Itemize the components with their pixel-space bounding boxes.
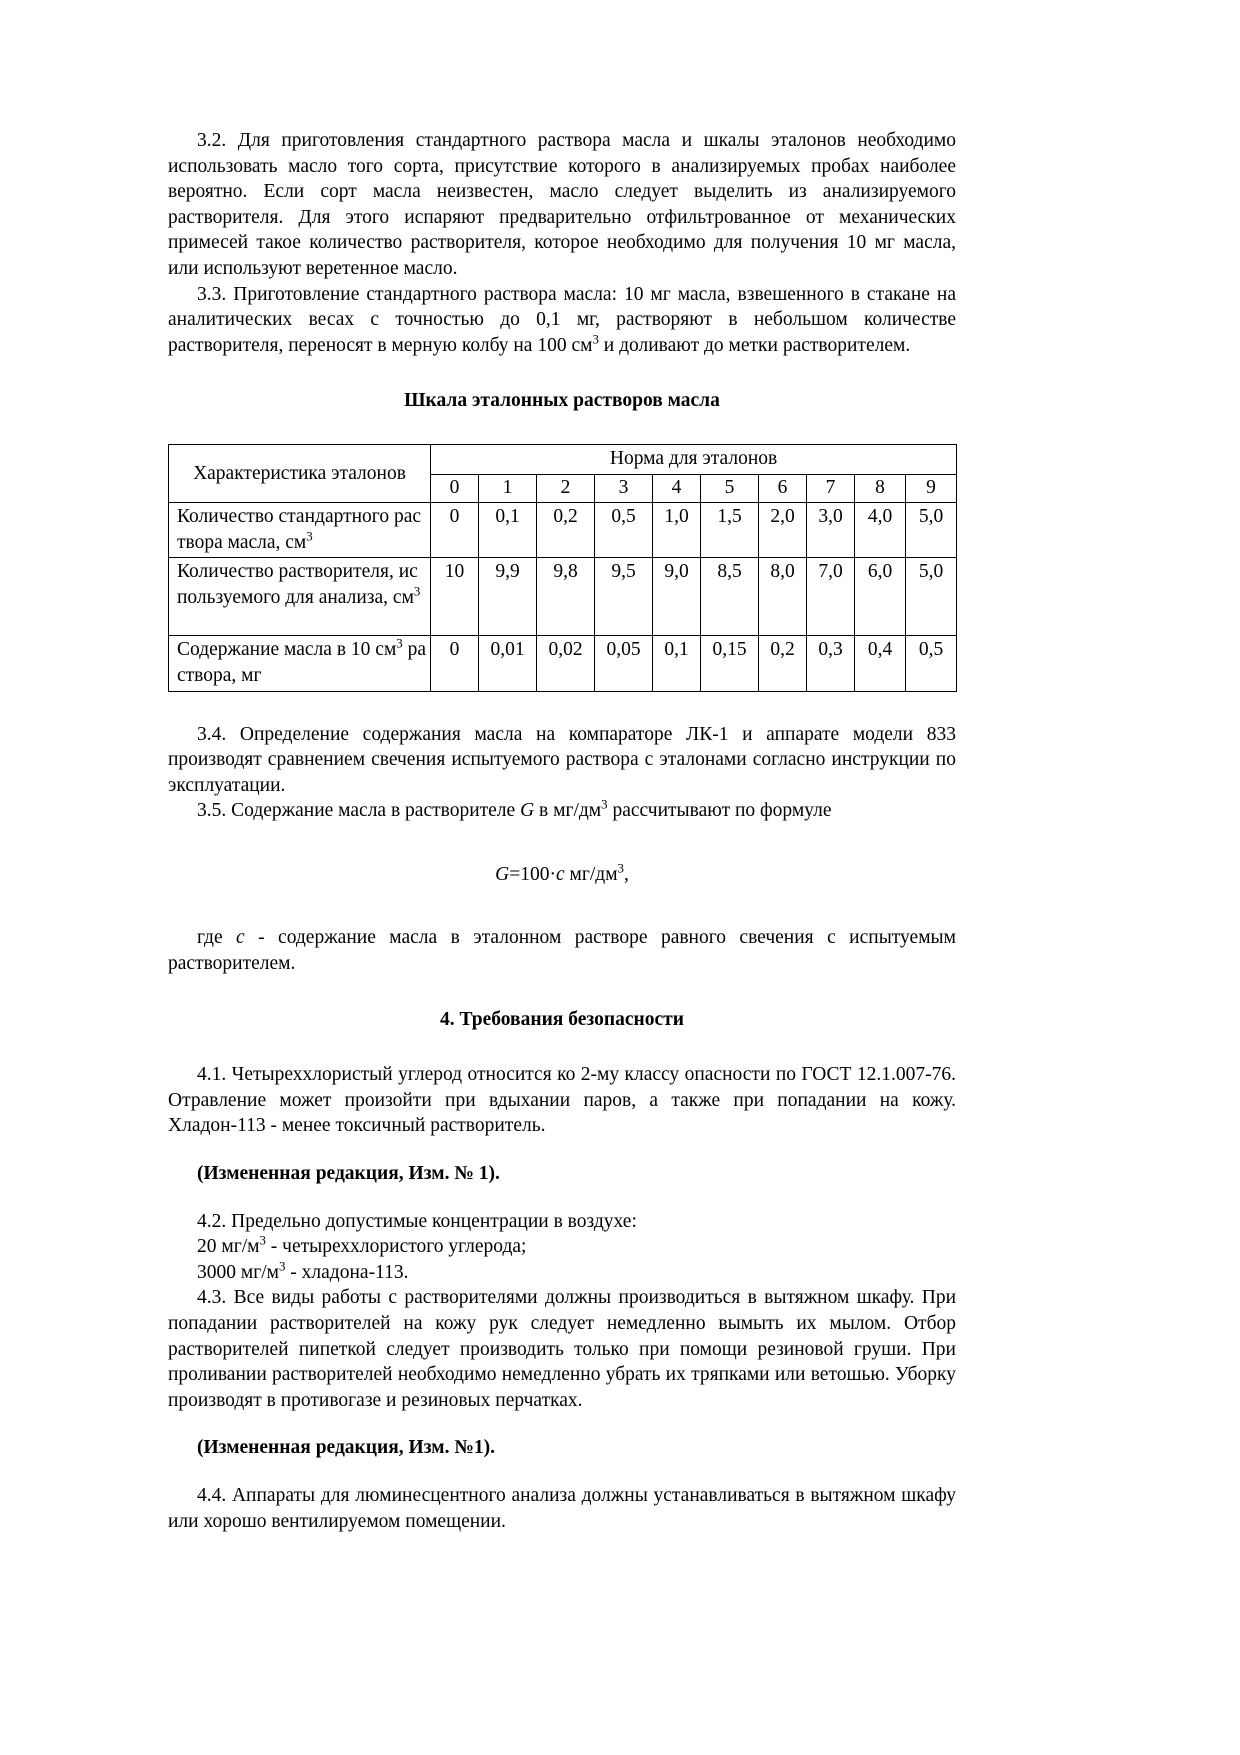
table-title: Шкала эталонных растворов масла (404, 390, 720, 412)
cell-value: 0,01 (479, 636, 537, 691)
spacer (168, 692, 956, 722)
superscript-cubic: 3 (617, 861, 624, 876)
column-number-8: 8 (855, 474, 906, 503)
spacer (168, 1032, 956, 1062)
formula-unit: мг/дм (564, 863, 618, 885)
spacer (168, 1461, 956, 1483)
superscript-cubic: 3 (396, 636, 403, 651)
column-number-4: 4 (653, 474, 701, 503)
paragraph-3-5-text-b: в мг/дм (534, 800, 602, 822)
where-text-a: где (197, 927, 237, 949)
heading-section-4: 4. Требования безопасности (440, 1008, 684, 1030)
superscript-cubic: 3 (259, 1233, 266, 1248)
paragraph-3-3-text-b: и доливают до метки растворителем. (598, 334, 911, 356)
table-row (169, 558, 957, 636)
cell-value: 9,0 (653, 558, 701, 636)
column-number-2: 2 (537, 474, 595, 503)
spacer (168, 1139, 956, 1161)
cell-value: 9,9 (479, 558, 537, 636)
spacer (168, 414, 956, 444)
concentration-1-label: - четыреххлористого углерода; (265, 1236, 527, 1258)
column-number-3: 3 (595, 474, 653, 503)
header-norm: Норма для эталонов (431, 444, 957, 474)
cell-value: 10 (431, 558, 479, 636)
paragraph-3-2: 3.2. Для приготовления стандартного раствора масла и шкалы эталонов необходимо использовать масло того сорта, присутствие которого в анализируемых пробах наиболее вероятно. Если сорт масла неизвестен, масло следует выделить из анализируемого растворителя. Для этого испаряют предварительно отфильтрованное от механических примесей такое количество растворителя, которое необходимо для получения 10 мг масла, или используют веретенное масло. (168, 130, 956, 279)
cell-value: 0,4 (855, 636, 906, 691)
row-label-text-a: Количество растворителя, используемого для анализа, см (177, 561, 418, 608)
superscript-cubic: 3 (278, 1259, 286, 1274)
cell-value: 8,5 (701, 558, 759, 636)
paragraph-3-4: 3.4. Определение содержания масла на компараторе ЛК-1 и аппарате модели 833 производят сравнением свечения испытуемого раствора с эталонами согласно инструкции по эксплуатации. (168, 723, 956, 796)
row-label-text-a: Количество стандартного раствора масла, см (177, 506, 421, 553)
cell-value: 1,5 (701, 503, 759, 558)
note-revision-1: (Измененная редакция, Изм. № 1). (197, 1163, 500, 1185)
cell-value: 4,0 (855, 503, 906, 558)
paragraph-4-4: 4.4. Аппараты для люминесцентного анализа должны устанавливаться в вытяжном шкафу или хорошо вентилируемом помещении. (168, 1484, 956, 1532)
column-number-0: 0 (431, 474, 479, 503)
table-row (169, 636, 957, 691)
cell-value: 0,2 (759, 636, 807, 691)
formula-operator: =100· (509, 863, 556, 885)
row-label (169, 636, 431, 691)
row-label-text-a: Содержание масла в 10 см (177, 639, 397, 661)
paragraph-4-2: 4.2. Предельно допустимые концентрации в воздухе: (197, 1210, 637, 1232)
spacer (168, 977, 956, 1007)
cell-value: 0,15 (701, 636, 759, 691)
superscript-cubic: 3 (306, 529, 313, 544)
header-characteristic: Характеристика эталонов (169, 444, 431, 502)
cell-value: 0 (431, 503, 479, 558)
document-content (168, 128, 956, 1534)
table-row (169, 503, 957, 558)
cell-value: 0,02 (537, 636, 595, 691)
concentration-2-label: - хладона-113. (285, 1261, 409, 1283)
scale-table (168, 444, 957, 692)
cell-value: 0,5 (595, 503, 653, 558)
cell-value: 0,1 (479, 503, 537, 558)
cell-value: 0,3 (807, 636, 855, 691)
superscript-cubic: 3 (413, 584, 421, 599)
cell-value: 9,5 (595, 558, 653, 636)
table-header-row-1 (169, 444, 957, 474)
concentration-1-value: 20 мг/м (197, 1236, 260, 1258)
spacer (168, 1187, 956, 1209)
cell-value: 2,0 (759, 503, 807, 558)
paragraph-3-3-text-a: 3.3. Приготовление стандартного раствора масла: 10 мг масла, взвешенного в стакане на аналитических весах с точностью до 0,1 мг, растворяют в небольшом количестве растворителя, переносят в мерную колбу на 100 см (168, 283, 956, 356)
paragraph-3-5-text-c: рассчитывают по формуле (607, 800, 832, 822)
cell-value: 0,2 (537, 503, 595, 558)
column-number-9: 9 (906, 474, 957, 503)
cell-value: 8,0 (759, 558, 807, 636)
cell-value: 0,5 (906, 636, 957, 691)
note-revision-2: (Измененная редакция, Изм. №1). (197, 1437, 496, 1459)
concentration-line-1 (168, 1234, 956, 1260)
variable-g: G (520, 800, 535, 822)
spacer (168, 824, 956, 862)
row-label-text-b: раствора, мг (177, 639, 426, 686)
row-label (169, 503, 431, 558)
cell-value: 5,0 (906, 503, 957, 558)
column-number-1: 1 (479, 474, 537, 503)
superscript-cubic: 3 (601, 797, 608, 812)
formula-comma: , (623, 863, 629, 885)
cell-value: 9,8 (537, 558, 595, 636)
spacer (168, 1413, 956, 1435)
paragraph-4-3: 4.3. Все виды работы с растворителями должны производиться в вытяжном шкафу. При попадании растворителей на кожу рук следует немедленно вымыть их мылом. Отбор растворителей пипеткой следует производить только при помощи резиновой груши. При проливании растворителей необходимо немедленно убрать их тряпками или ветошью. Уборку производят в противогазе и резиновых перчатках. (168, 1287, 956, 1411)
column-number-7: 7 (807, 474, 855, 503)
cell-value: 6,0 (855, 558, 906, 636)
cell-value: 0,1 (653, 636, 701, 691)
spacer (168, 358, 956, 388)
paragraph-4-1: 4.1. Четыреххлористый углерод относится ко 2-му классу опасности по ГОСТ 12.1.007-76. Отравление может произойти при вдыхании паров, а также при попадании на кожу. Хладон-113 - менее токсичный растворитель. (168, 1064, 956, 1137)
paragraph-3-3 (168, 282, 956, 359)
formula-variable-g: G (495, 863, 510, 885)
concentration-line-2 (168, 1260, 956, 1286)
formula-g (168, 862, 956, 888)
paragraph-3-5 (168, 798, 956, 824)
concentration-2-value: 3000 мг/м (197, 1261, 279, 1283)
superscript-cubic: 3 (592, 332, 599, 347)
formula-variable-c: c (555, 863, 565, 885)
spacer (168, 887, 956, 925)
cell-value: 1,0 (653, 503, 701, 558)
cell-value: 7,0 (807, 558, 855, 636)
cell-value: 0 (431, 636, 479, 691)
cell-value: 3,0 (807, 503, 855, 558)
cell-value: 0,05 (595, 636, 653, 691)
column-number-6: 6 (759, 474, 807, 503)
row-label (169, 558, 431, 636)
variable-c: c (236, 927, 245, 949)
where-text-b: - содержание масла в эталонном растворе равного свечения с испытуемым растворителем. (168, 927, 956, 975)
cell-value: 5,0 (906, 558, 957, 636)
paragraph-3-5-text-a: 3.5. Содержание масла в растворителе (197, 800, 521, 822)
paragraph-where (168, 925, 956, 976)
column-number-5: 5 (701, 474, 759, 503)
